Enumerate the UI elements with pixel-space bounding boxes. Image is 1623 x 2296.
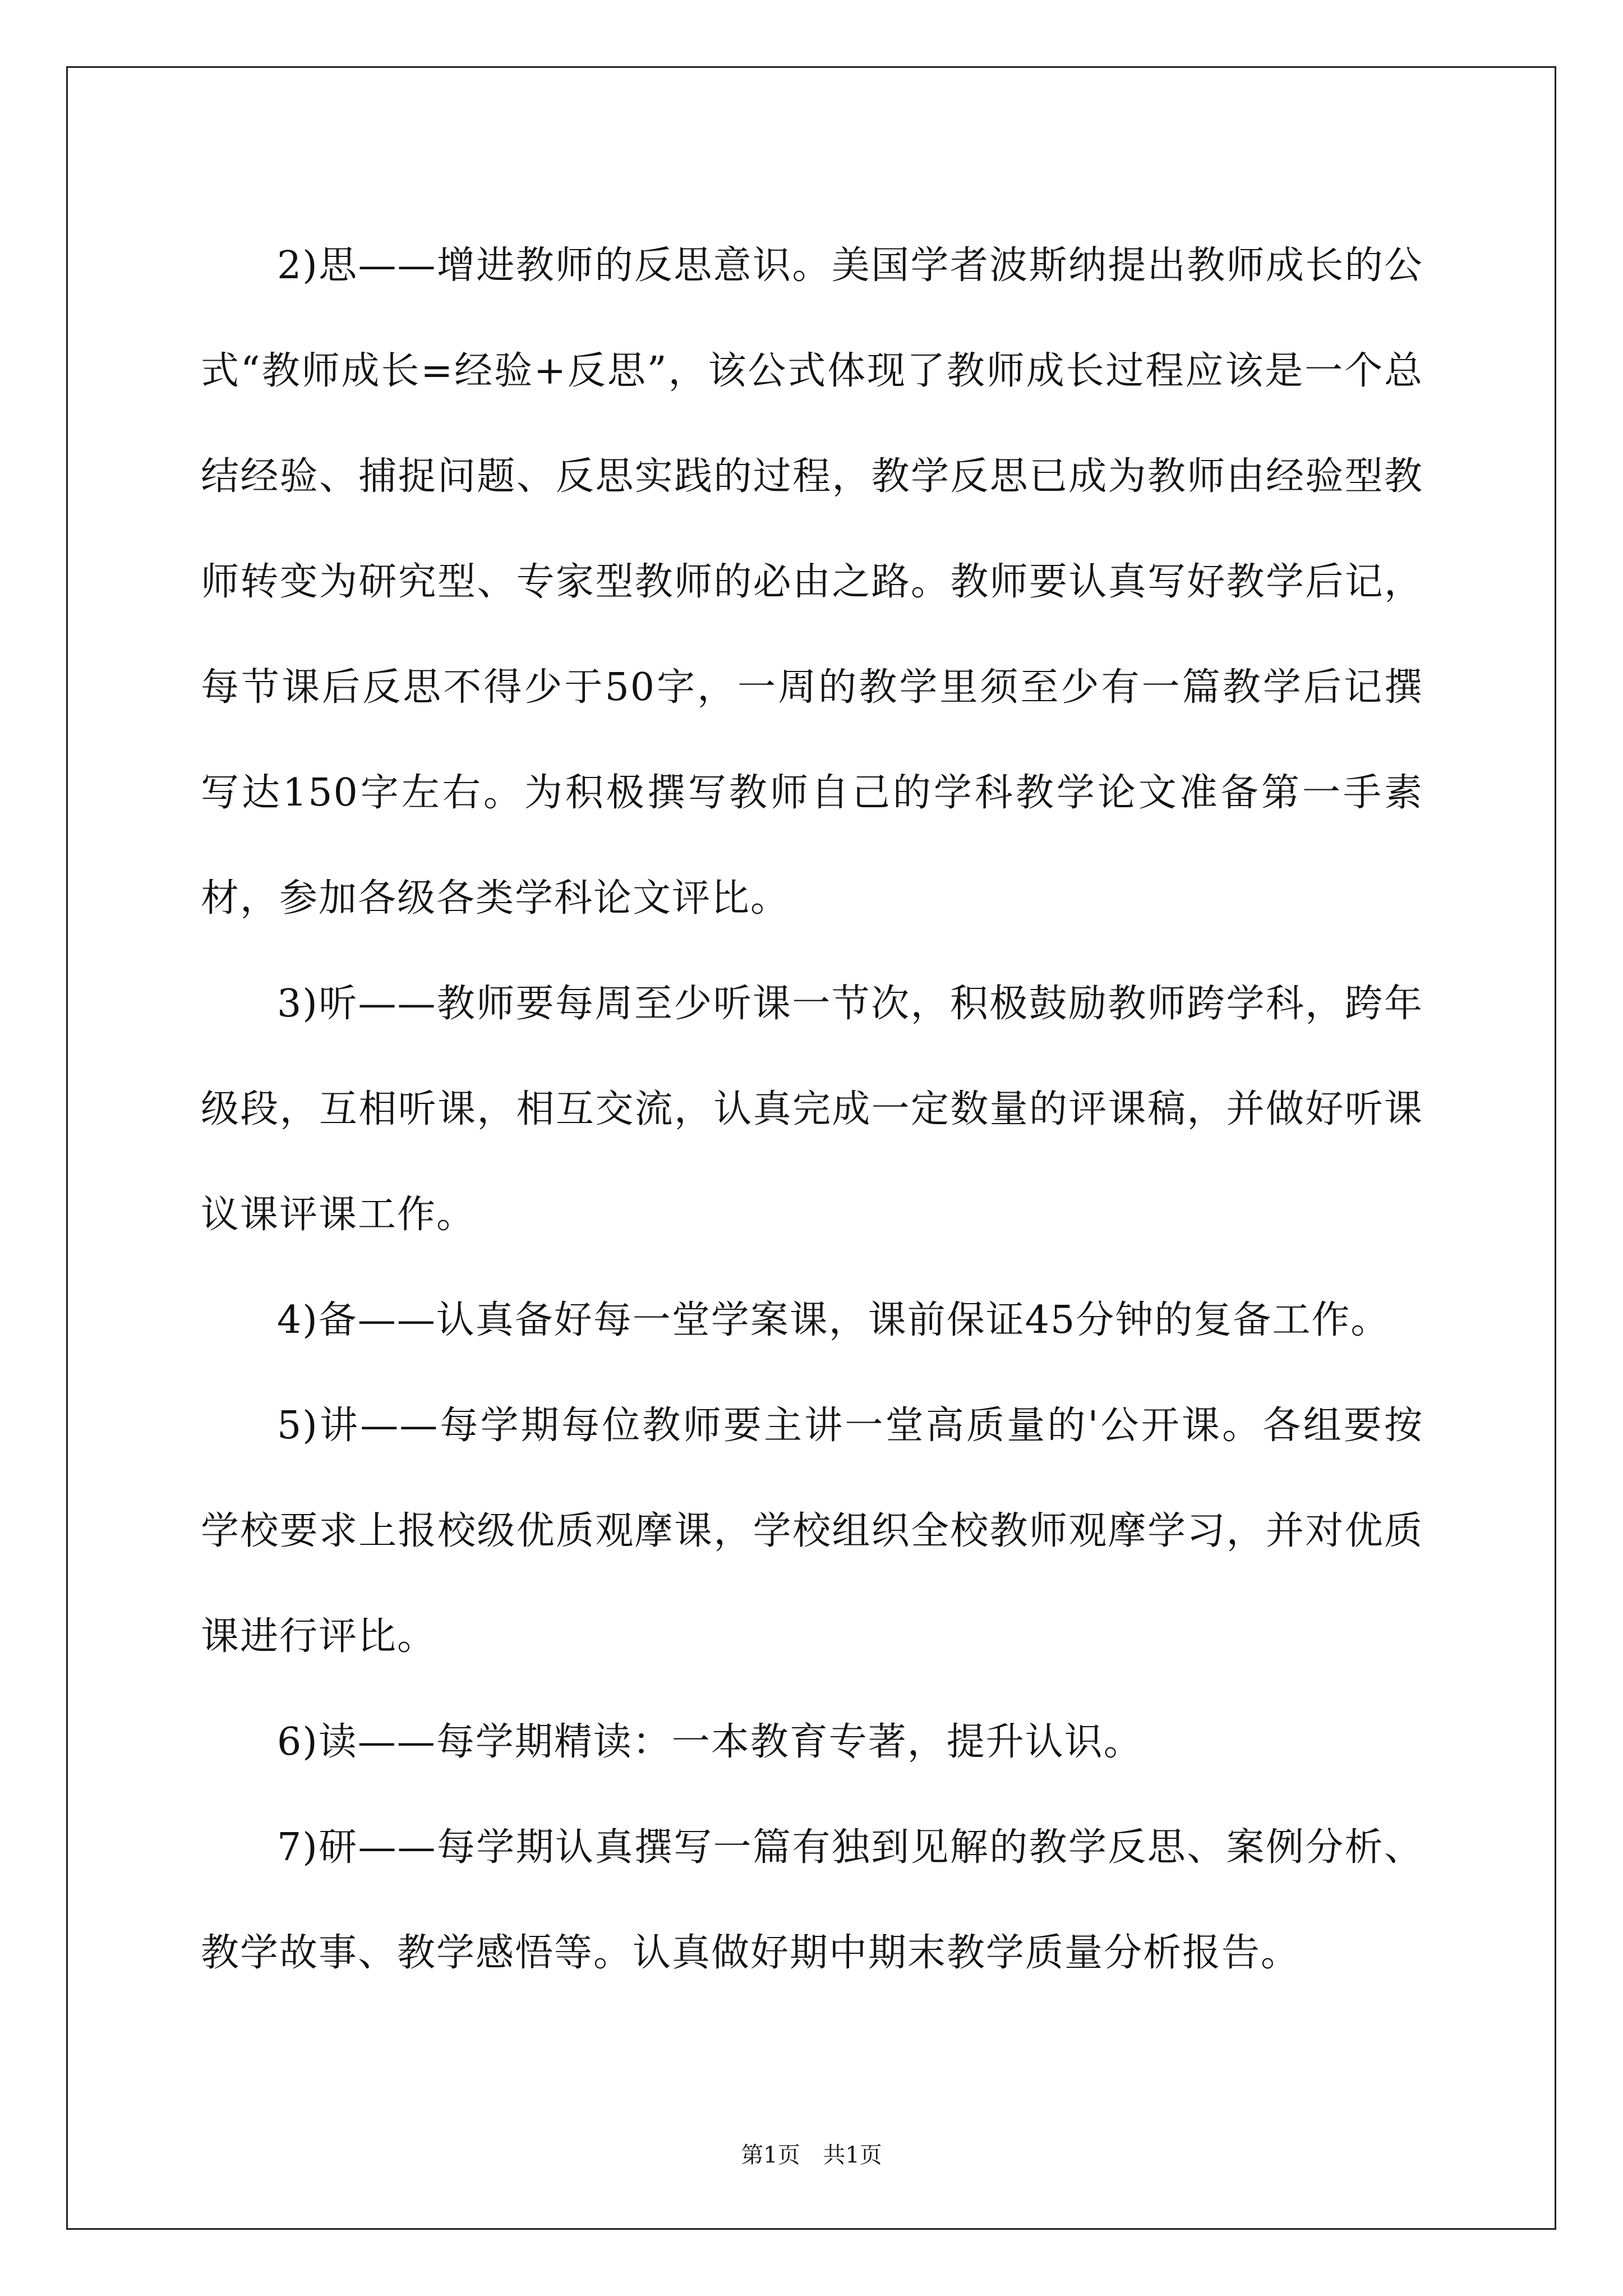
paragraph-prepare: 4)备——认真备好每一堂学案课，课前保证45分钟的复备工作。 bbox=[277, 1298, 1390, 1342]
paragraph-listen: 3)听——教师要每周至少听课一节次，积极鼓励教师跨学科，跨年级段，互相听课，相互交流，认真完成一定数量的评课稿，并做好听课议课评课工作。 bbox=[201, 982, 1423, 1237]
paragraph-read: 6)读——每学期精读：一本教育专著，提升认识。 bbox=[277, 1720, 1143, 1764]
page-number-total: 共1页 bbox=[823, 2142, 882, 2168]
paragraph-reflect: 2)思——增进教师的反思意识。美国学者波斯纳提出教师成长的公式“教师成长=经验+反思”，该公式体现了教师成长过程应该是一个总结经验、捕捉问题、反思实践的过程，教学反思已成为教师由经验型教师转变为研究型、专家型教师的必由之路。教师要认真写好教学后记，每节课后反思不得少于50字，一周的教学里须至少有一篇教学后记撰写达150字左右。为积极撰写教师自己的学科教学论文准备第一手素材，参加各级各类学科论文评比。 bbox=[201, 243, 1423, 921]
page-number-current: 第1页 bbox=[741, 2142, 800, 2168]
page-footer bbox=[0, 2138, 1623, 2172]
paragraph-lecture: 5)讲——每学期每位教师要主讲一堂高质量的'公开课。各组要按学校要求上报校级优质观摩课，学校组织全校教师观摩学习，并对优质课进行评比。 bbox=[201, 1404, 1423, 1659]
paragraph-research: 7)研——每学期认真撰写一篇有独到见解的教学反思、案例分析、教学故事、教学感悟等。认真做好期中期末教学质量分析报告。 bbox=[201, 1825, 1423, 1975]
document-body bbox=[201, 213, 1423, 2006]
